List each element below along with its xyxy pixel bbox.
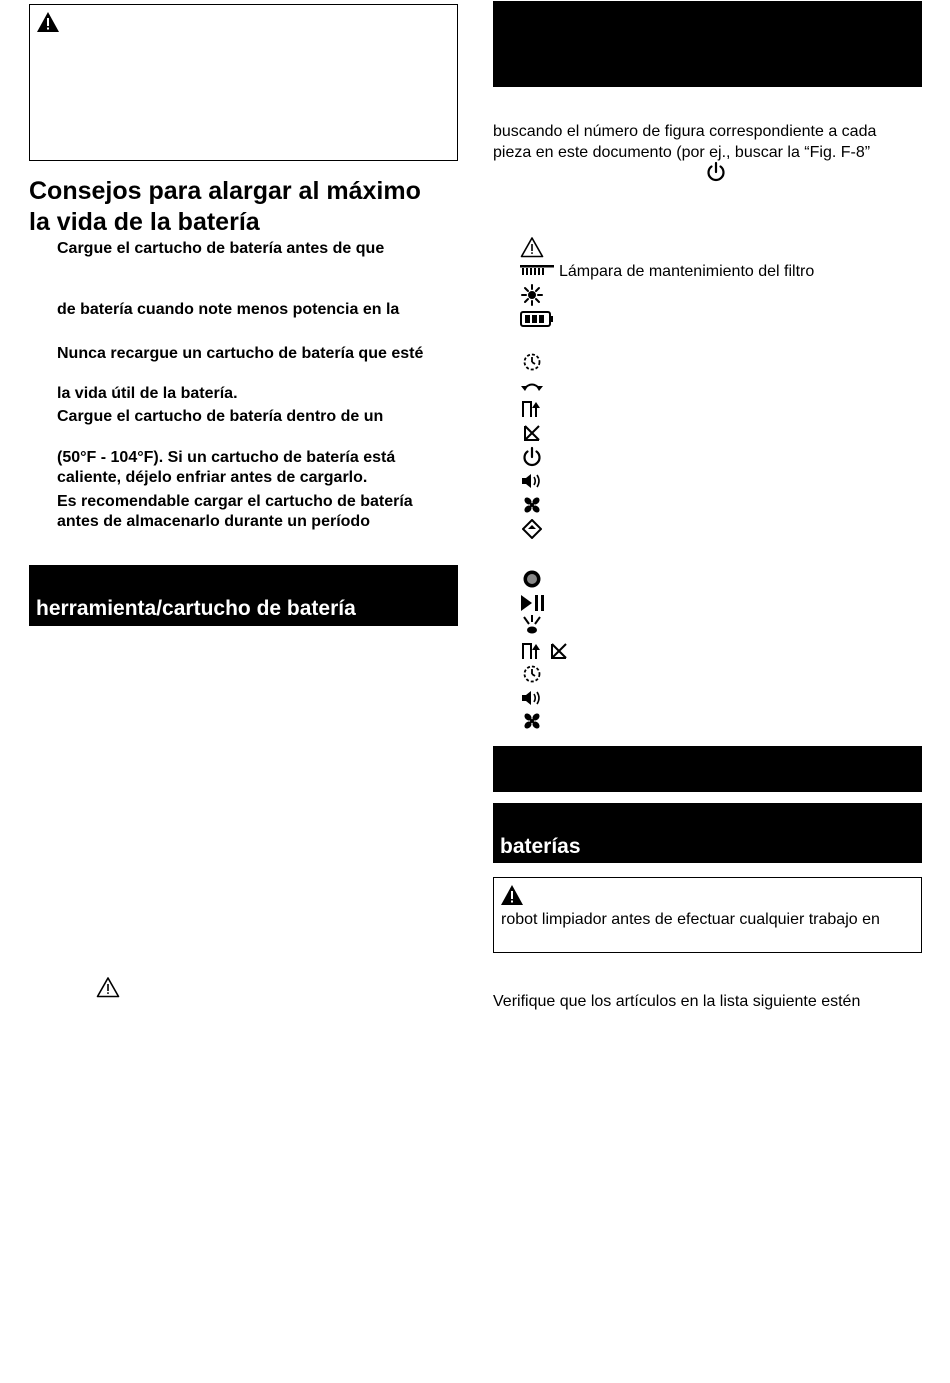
warning-box (493, 877, 922, 953)
section-bar-title: herramienta/cartucho de batería (36, 597, 356, 620)
tip-line: Cargue el cartucho de batería dentro de un (57, 408, 384, 425)
power-icon (704, 161, 728, 183)
return-arrow-icon (520, 376, 544, 398)
filter-comb-icon (520, 260, 556, 282)
tip-line: la vida útil de la batería. (57, 385, 238, 402)
spot-icon (520, 614, 544, 636)
warning-box (29, 4, 458, 161)
tip-line: de batería cuando note menos potencia en la (57, 301, 400, 318)
sound-icon (520, 687, 544, 709)
warning-text: robot limpiador antes de efectuar cualquier trabajo en (501, 911, 880, 928)
tips-title-line2: la vida de la batería (29, 208, 260, 236)
no-entry-icon (520, 422, 544, 444)
no-entry-icon (547, 640, 571, 662)
tip-line: (50°F - 104°F). Si un cartucho de batería está (57, 449, 396, 466)
tip-line: Cargue el cartucho de batería antes de que (57, 240, 385, 257)
brush-icon (520, 284, 544, 306)
tip-line: antes de almacenarlo durante un período (57, 513, 370, 530)
tip-line: caliente, déjelo enfriar antes de cargarlo. (57, 469, 368, 486)
section-bar-tool-battery (29, 565, 458, 626)
room-icon (520, 398, 544, 420)
intro-line: buscando el número de figura correspondiente a cada (493, 123, 877, 140)
verify-text: Verifique que los artículos en la lista siguiente estén (493, 993, 861, 1010)
intro-line: pieza en este documento (por ej., buscar la “Fig. F-8” (493, 144, 871, 161)
tip-line: Nunca recargue un cartucho de batería que esté (57, 345, 424, 362)
room-icon (520, 640, 544, 662)
timer-icon (520, 351, 544, 373)
fan-icon (520, 494, 544, 516)
filter-lamp-label: Lámpara de mantenimiento del filtro (559, 263, 815, 280)
warning-outline-icon (520, 236, 544, 258)
play-pause-icon (520, 592, 546, 614)
timer-icon (520, 663, 544, 685)
record-button-icon (520, 568, 544, 590)
battery-icon (520, 308, 554, 330)
section-bar-batteries (493, 803, 922, 863)
sound-icon (520, 470, 544, 492)
warning-filled-icon (36, 11, 60, 33)
header-bar-right (493, 1, 922, 87)
power-icon (520, 446, 544, 468)
tips-title-line1: Consejos para alargar al máximo (29, 177, 421, 205)
direction-diamond-icon (520, 518, 544, 540)
warning-outline-icon (96, 976, 120, 998)
section-bar-title: baterías (500, 835, 581, 858)
section-bar-right-1 (493, 746, 922, 792)
tip-line: Es recomendable cargar el cartucho de batería (57, 493, 413, 510)
warning-filled-icon (500, 884, 524, 906)
fan-icon (520, 710, 544, 732)
